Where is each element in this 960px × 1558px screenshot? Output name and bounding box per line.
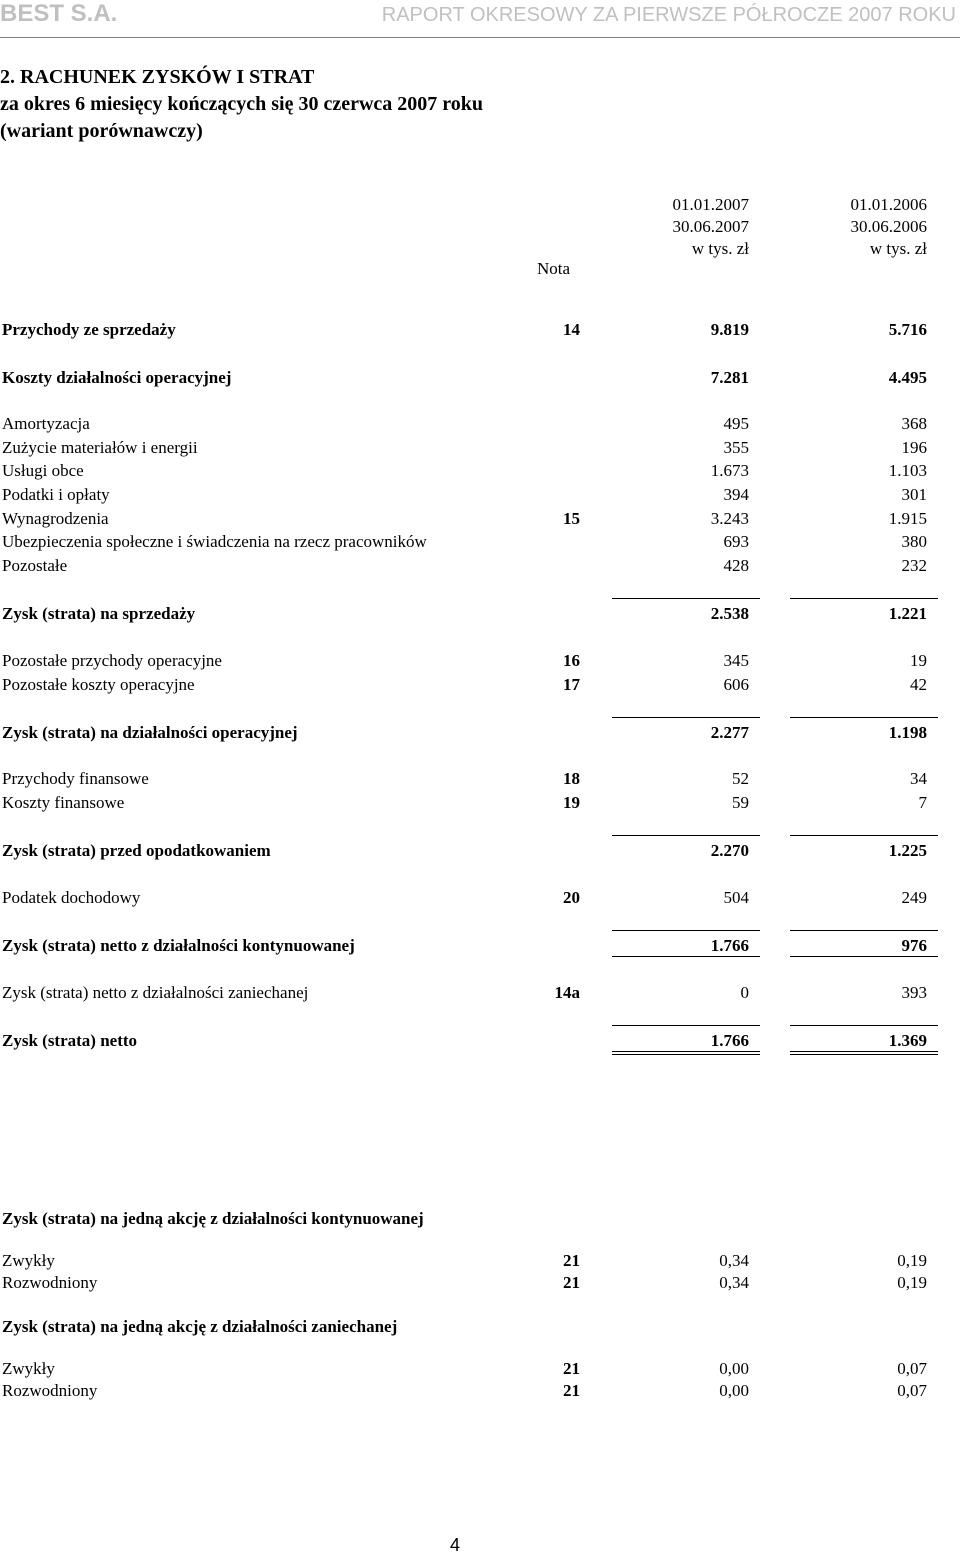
row-value-2007: 606 [723,675,749,694]
row-value-2006: 34 [910,769,927,788]
row-nota: 14 [563,320,580,339]
subtotal-rule [790,1025,938,1026]
column-2007-date-from: 01.01.2007 [672,195,749,214]
row-value-2007: 394 [723,485,749,504]
row-value-2006: 5.716 [888,320,927,339]
row-value-2006: 232 [901,556,927,575]
statement-title: 2. RACHUNEK ZYSKÓW I STRAT [0,66,315,88]
row-value-2006: 380 [901,532,927,551]
row-value-2007: 1.766 [710,1031,749,1050]
header-rule [0,37,960,38]
row-value-2006: 393 [901,983,927,1002]
row-value-2006: 196 [901,438,927,457]
eps-continuing-heading: Zysk (strata) na jedną akcję z działalności kontynuowanej [2,1209,424,1228]
row-value-2006: 1.225 [888,841,927,860]
double-underline [612,1051,760,1055]
row-value-2006: 19 [910,651,927,670]
row-nota: 16 [563,651,580,670]
row-value-2007: 52 [732,769,749,788]
row-nota: 17 [563,675,580,694]
row-value-2006: 1.369 [888,1031,927,1050]
row-label: Zużycie materiałów i energii [2,438,198,457]
row-value-2006: 7 [918,793,927,812]
row-value-2007: 7.281 [710,368,749,387]
row-label: Zysk (strata) na działalności operacyjnej [2,723,298,742]
eps-row-label: Rozwodniony [2,1273,98,1292]
row-label: Usługi obce [2,461,84,480]
row-value-2007: 3.243 [710,509,749,528]
row-value-2006: 4.495 [888,368,927,387]
row-value-2007: 693 [723,532,749,551]
eps-row-nota: 21 [563,1359,580,1378]
page-number: 4 [449,1535,460,1555]
row-value-2006: 301 [901,485,927,504]
row-label: Przychody ze sprzedaży [2,320,176,339]
row-value-2006: 1.221 [888,604,927,623]
eps-row-nota: 21 [563,1251,580,1270]
row-value-2007: 59 [732,793,749,812]
eps-value-2006: 0,07 [897,1381,927,1400]
company-name: BEST S.A. [0,0,118,27]
row-value-2007: 504 [723,888,749,907]
row-nota: 19 [563,793,580,812]
eps-value-2006: 0,19 [897,1251,927,1270]
eps-value-2006: 0,07 [897,1359,927,1378]
row-value-2007: 2.277 [710,723,749,742]
row-label: Pozostałe [2,556,68,575]
row-value-2006: 1.103 [888,461,927,480]
subtotal-rule [790,717,938,718]
row-label: Zysk (strata) netto [2,1031,138,1050]
total-underline [790,956,938,957]
eps-value-2007: 0,00 [719,1381,749,1400]
row-label: Przychody finansowe [2,769,149,788]
eps-row-nota: 21 [563,1381,580,1400]
row-nota: 20 [563,888,580,907]
row-value-2007: 345 [723,651,749,670]
total-underline [612,956,760,957]
row-value-2006: 368 [901,414,927,433]
row-label: Zysk (strata) netto z działalności zaniechanej [2,983,309,1002]
subtotal-rule [612,717,760,718]
row-value-2006: 976 [901,936,927,955]
eps-value-2007: 0,34 [719,1251,749,1270]
row-value-2007: 1.766 [710,936,749,955]
column-2006-unit: w tys. zł [869,239,927,258]
row-label: Podatek dochodowy [2,888,141,907]
column-2006-date-to: 30.06.2006 [850,217,927,236]
row-label: Koszty działalności operacyjnej [2,368,232,387]
column-2006-header [851,194,928,260]
row-nota: 18 [563,769,580,788]
row-label: Wynagrodzenia [2,509,109,528]
row-value-2006: 42 [910,675,927,694]
subtotal-rule [612,835,760,836]
row-value-2007: 0 [740,983,749,1002]
eps-value-2007: 0,34 [719,1273,749,1292]
subtotal-rule [790,930,938,931]
nota-column-header: Nota [536,259,570,278]
subtotal-rule [790,835,938,836]
row-label: Koszty finansowe [2,793,125,812]
eps-row-label: Zwykły [2,1359,55,1378]
row-label: Pozostałe przychody operacyjne [2,651,222,670]
report-title: RAPORT OKRESOWY ZA PIERWSZE PÓŁROCZE 2007 ROKU [381,4,956,26]
row-value-2007: 355 [723,438,749,457]
subtotal-rule [612,930,760,931]
eps-discontinued-heading: Zysk (strata) na jedną akcję z działalności zaniechanej [2,1317,398,1336]
row-nota: 15 [563,509,580,528]
row-label: Zysk (strata) przed opodatkowaniem [2,841,271,860]
column-2007-date-to: 30.06.2007 [672,217,749,236]
row-label: Pozostałe koszty operacyjne [2,675,195,694]
eps-row-nota: 21 [563,1273,580,1292]
statement-period: za okres 6 miesięcy kończących się 30 czerwca 2007 roku [0,93,484,115]
eps-row-label: Zwykły [2,1251,55,1270]
row-label: Podatki i opłaty [2,485,110,504]
column-2006-date-from: 01.01.2006 [850,195,927,214]
statement-variant: (wariant porównawczy) [0,120,203,142]
row-value-2007: 2.270 [710,841,749,860]
double-underline [790,1051,938,1055]
row-label: Zysk (strata) na sprzedaży [2,604,196,623]
eps-value-2007: 0,00 [719,1359,749,1378]
row-label: Zysk (strata) netto z działalności kontynuowanej [2,936,355,955]
row-value-2007: 495 [723,414,749,433]
subtotal-rule [612,598,760,599]
row-value-2006: 249 [901,888,927,907]
row-value-2007: 1.673 [710,461,749,480]
subtotal-rule [790,598,938,599]
row-value-2007: 9.819 [710,320,749,339]
column-2007-unit: w tys. zł [691,239,749,258]
row-value-2006: 1.198 [888,723,927,742]
row-value-2006: 1.915 [888,509,927,528]
eps-value-2006: 0,19 [897,1273,927,1292]
row-value-2007: 428 [723,556,749,575]
row-nota: 14a [554,983,580,1002]
row-label: Ubezpieczenia społeczne i świadczenia na rzecz pracowników [2,532,427,551]
column-2007-header [673,194,750,260]
subtotal-rule [612,1025,760,1026]
eps-row-label: Rozwodniony [2,1381,98,1400]
row-label: Amortyzacja [2,414,90,433]
row-value-2007: 2.538 [710,604,749,623]
